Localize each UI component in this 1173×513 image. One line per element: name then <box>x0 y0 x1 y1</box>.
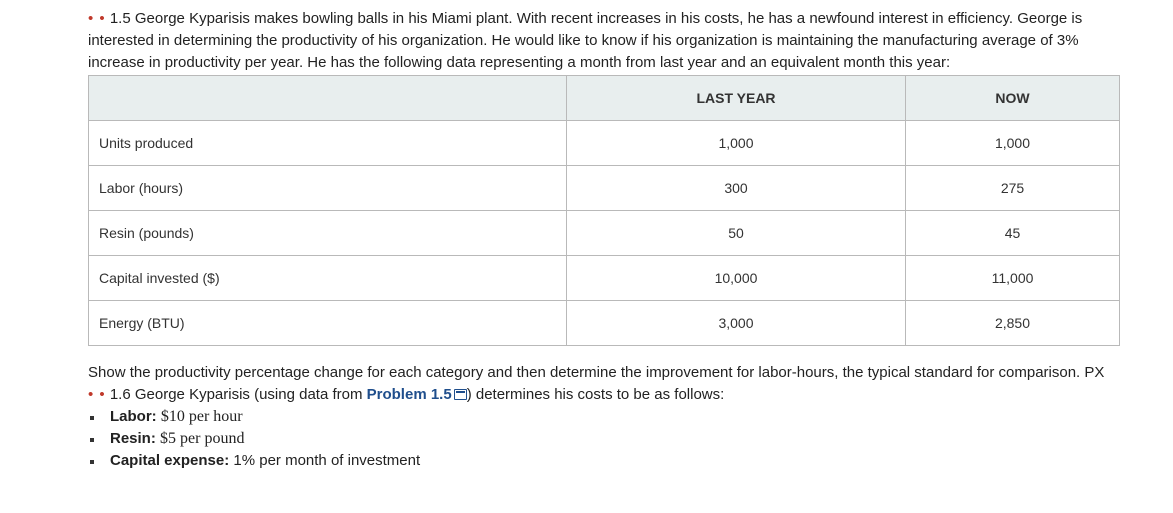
last-year-value: 50 <box>567 211 906 256</box>
problem-1-5-paragraph <box>88 8 1128 74</box>
now-value: 2,850 <box>906 301 1120 346</box>
cost-label: Labor: <box>110 408 157 425</box>
row-label: Labor (hours) <box>89 166 567 211</box>
problem-1-6-text-after: ) determines his costs to be as follows: <box>466 386 725 403</box>
table-row <box>89 256 1120 301</box>
followup-text: Show the productivity percentage change for each category and then determine the improvement for labor-hours, the typical standard for comparison. PX <box>88 364 1105 381</box>
list-item <box>88 428 1148 450</box>
problem-1-5-text: 1.5 George Kyparisis makes bowling balls in his Miami plant. With recent increases in his costs, he has a newfound interest in efficiency. George is interested in determining the productivity of his organization. He would like to know if his organization is maintaining the manufacturing average of 3% increase in productivity per year. He has the following data representing a month from last year and an equivalent month this year: <box>88 10 1083 71</box>
table-row <box>89 121 1120 166</box>
last-year-value: 1,000 <box>567 121 906 166</box>
now-value: 11,000 <box>906 256 1120 301</box>
popup-window-icon <box>454 389 467 400</box>
table-header-row <box>89 76 1120 121</box>
viewport-cutoff <box>0 475 1173 513</box>
productivity-table <box>88 75 1120 346</box>
last-year-value: 300 <box>567 166 906 211</box>
header-empty <box>89 76 567 121</box>
header-last-year: LAST YEAR <box>567 76 906 121</box>
cost-label: Resin: <box>110 430 156 447</box>
problem-1-6-text-before: 1.6 George Kyparisis (using data from <box>109 386 363 403</box>
now-value: 45 <box>906 211 1120 256</box>
row-label: Energy (BTU) <box>89 301 567 346</box>
problem-1-5-link[interactable] <box>367 386 467 403</box>
row-label: Units produced <box>89 121 567 166</box>
list-item <box>88 406 1148 428</box>
row-label: Capital invested ($) <box>89 256 567 301</box>
difficulty-dots: • • <box>88 386 106 403</box>
table-row <box>89 301 1120 346</box>
now-value: 275 <box>906 166 1120 211</box>
last-year-value: 10,000 <box>567 256 906 301</box>
cost-label: Capital expense: <box>110 452 230 469</box>
cost-value: $10 per hour <box>160 408 243 425</box>
now-value: 1,000 <box>906 121 1120 166</box>
cost-value: 1% per month of investment <box>233 452 421 469</box>
cost-value: $5 per pound <box>160 430 245 447</box>
row-label: Resin (pounds) <box>89 211 567 256</box>
problem-1-5-link-label: Problem 1.5 <box>366 386 452 403</box>
list-item <box>88 450 1148 472</box>
last-year-value: 3,000 <box>567 301 906 346</box>
header-now: NOW <box>906 76 1120 121</box>
table-row <box>89 211 1120 256</box>
difficulty-dots: • • <box>88 10 106 27</box>
problem-1-6-paragraph <box>88 384 1148 406</box>
table-row <box>89 166 1120 211</box>
problem-1-5 <box>88 8 1128 74</box>
